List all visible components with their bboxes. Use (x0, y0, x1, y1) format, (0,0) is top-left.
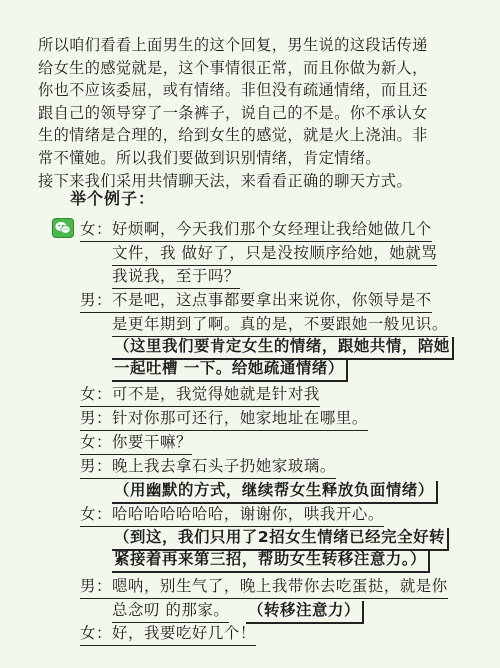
intro-paragraph (38, 34, 478, 192)
commentary-note: 紧接着再来第三招，帮助女生转移注意力。） (112, 549, 430, 569)
intro-line: 接下来我们采用共情聊天法，来看看正确的聊天方式。 (38, 171, 413, 190)
intro-line: 你也不应该委屈，或有情绪。非但没有疏通情绪，而且还 (38, 81, 428, 100)
intro-line: 跟自己的领导穿了一条裤子，说自己的不是。你不承认女 (38, 103, 428, 122)
intro-line: 所以咱们看看上面男生的这个回复，男生说的这段话传递 (38, 36, 428, 54)
example-heading: 举个例子： (70, 189, 156, 208)
commentary-note: （用幽默的方式，继续帮女生释放负面情绪） (112, 480, 438, 500)
dialogue-line: 女：好烦啊，今天我们那个女经理让我给她做几个 (80, 219, 432, 239)
dialogue-line: 总念叨 的那家。 (112, 600, 229, 620)
dialogue-line: 我说我，至于吗？ (112, 266, 240, 286)
dialogue-line: 女：好，我要吃好几个！ (80, 623, 256, 643)
dialogue-line: 女：哈哈哈哈哈哈哈，谢谢你，哄我开心。 (80, 504, 384, 524)
dialogue-line: 男：针对你那可还行，她家地址在哪里。 (80, 408, 368, 428)
dialogue-line: 男：不是吧，这点事都要拿出来说你，你领导是不 (80, 290, 432, 310)
wechat-chat-icon (52, 218, 74, 238)
commentary-note: （转移注意力） (246, 600, 364, 620)
commentary-note: 一起吐槽 一下。给她疏通情绪） (112, 358, 348, 378)
dialogue-line: 男：嗯呐，别生气了，晚上我带你去吃蛋挞，就是你 (80, 576, 448, 596)
dialogue-line: 女：你要干嘛？ (80, 432, 192, 452)
dialogue-line: 男：晚上我去拿石头子扔她家玻璃。 (80, 456, 336, 476)
intro-line: 生的情绪是合理的，给到女生的感觉，就是火上浇油。非 (38, 126, 428, 145)
dialogue-line: 是更年期到了啊。真的是，不要跟她一般见识。 (112, 314, 448, 334)
dialogue-line: 女：可不是，我觉得她就是针对我 (80, 384, 320, 404)
commentary-note: （到这，我们只用了2招女生情绪已经完全好转 (112, 527, 449, 547)
dialogue-line: 文件，我 做好了，只是没按顺序给她，她就骂 (112, 243, 437, 263)
intro-line: 给女生的感觉就是，这个事情很正常，而且你做为新人， (38, 58, 428, 77)
intro-line: 常不懂她。所以我们要做到识别情绪，肯定情绪。 (38, 148, 381, 167)
commentary-note: （这里我们要肯定女生的情绪，跟她共情，陪她 (112, 336, 454, 356)
